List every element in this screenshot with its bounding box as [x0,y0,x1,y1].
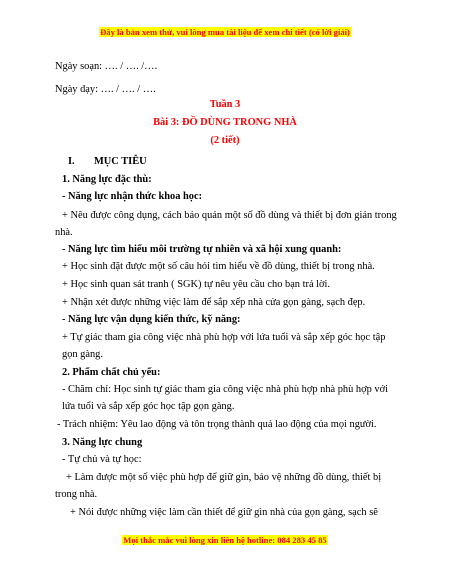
text-line: + Nói được những việc làm cần thiết để giữ gìn nhà của gọn gàng, sạch sẽ [70,507,378,518]
text-line: - Tự chủ và tự học: [62,454,142,465]
heading-pham-chat: 2. Phẩm chất chủ yếu: [62,367,161,378]
tuan-heading: Tuần 3 [209,99,241,110]
lesson-periods: (2 tiết) [210,135,240,146]
section-number: I. [68,156,75,167]
subheading-van-dung: - Năng lực vận dụng kiến thức, kỹ năng: [62,314,241,325]
subheading-nhan-thuc: - Năng lực nhận thức khoa học: [62,191,203,202]
text-line: + Nhận xét được những việc làm để sắp xếp nhà cửa gọn gàng, sạch đẹp. [62,297,366,308]
section-title: MỤC TIÊU [94,156,147,167]
hotline-banner: Mọi thắc mắc vui lòng xin liên hệ hotline: 084 283 45 85 [123,535,327,545]
ngay-day: Ngày dạy: …. / …. / …. [55,84,156,95]
ngay-soan: Ngày soạn: …. / …. /…. [55,61,158,72]
text-line: - Chăm chỉ: Học sinh tự giác tham gia công việc nhà phù hợp nhà phù hợp với [62,384,388,395]
text-line: lứa tuổi và sắp xếp góc học tập gọn gàng. [62,401,235,412]
text-line: + Học sinh quan sát tranh ( SGK) tự nêu yêu cầu cho bạn trả lời. [62,279,331,290]
lesson-title: Bài 3: ĐỒ DÙNG TRONG NHÀ [153,117,297,128]
text-line: nhà. [55,227,73,238]
text-line: - Trách nhiệm: Yêu lao động và tôn trọng thành quả lao động của mọi người. [57,419,377,430]
text-line: trong nhà. [55,489,98,500]
text-line: + Nêu được công dụng, cách bảo quản một số đồ dùng và thiết bị đơn giản trong [62,210,397,221]
text-line: + Làm được một số việc phù hợp để giữ gìn, bảo vệ những đồ dùng, thiết bị [66,472,382,483]
text-line: + Tự giác tham gia công việc nhà phù hợp với lứa tuổi và sắp xếp góc học tập [62,332,386,343]
text-line: + Học sinh đặt được một số câu hỏi tìm hiểu về đồ dùng, thiết bị trong nhà. [62,261,375,272]
text-line: gọn gàng. [62,349,103,360]
heading-nang-luc-chung: 3. Năng lực chung [62,437,143,448]
preview-banner: Đây là bản xem thử, vui lòng mua tài liệu để xem chi tiết (có lời giải) [100,27,350,37]
subheading-tim-hieu: - Năng lực tìm hiểu môi trường tự nhiên và xã hội xung quanh: [62,244,342,255]
heading-nang-luc-dac-thu: 1. Năng lực đặc thù: [62,174,152,185]
